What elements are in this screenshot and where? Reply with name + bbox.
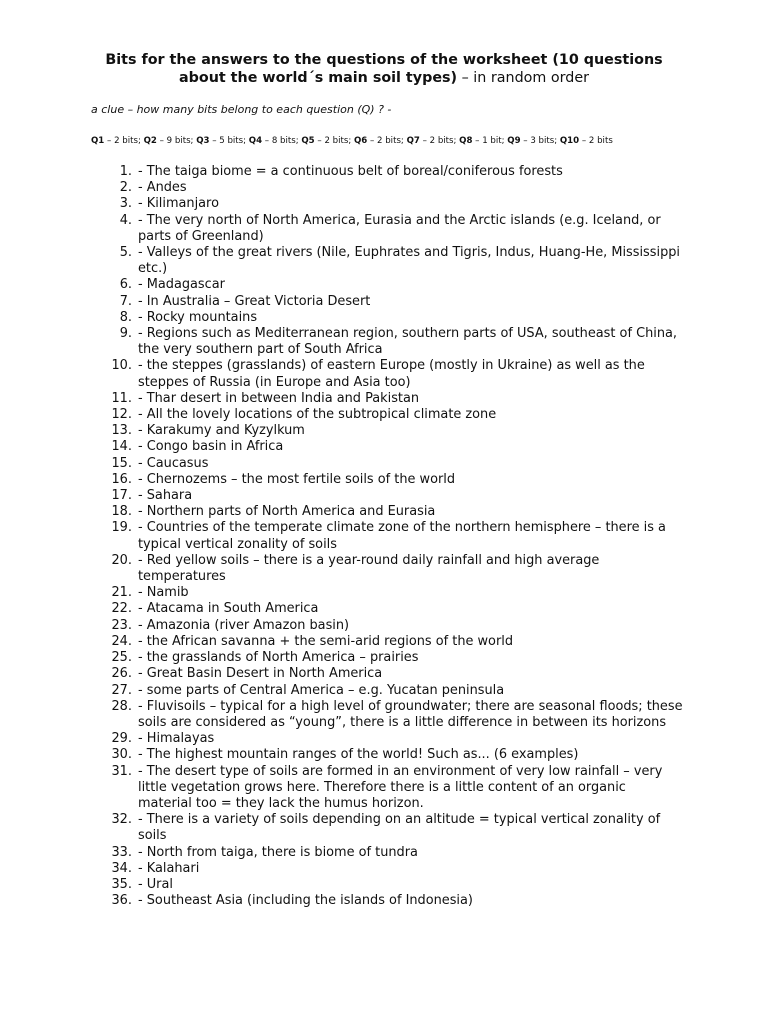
- list-item-number: 24.: [111, 633, 132, 649]
- list-item-number: 10.: [111, 358, 132, 374]
- list-item: [0, 747, 768, 763]
- list-item: [0, 650, 768, 666]
- list-item-text: - some parts of Central America – e.g. Yucatan peninsula: [138, 682, 505, 698]
- list-item: [0, 456, 768, 472]
- list-item-text: - Valleys of the great rivers (Nile, Euphrates and Tigris, Indus, Huang-He, Mississippi etc.): [138, 245, 681, 277]
- list-item-number: 25.: [111, 650, 132, 666]
- question-label: Q6: [353, 136, 368, 146]
- list-item: [0, 180, 768, 196]
- list-item-text: - Namib: [138, 585, 189, 601]
- list-item-text: - Great Basin Desert in North America: [138, 666, 383, 682]
- question-label: Q2: [143, 136, 157, 146]
- list-item-number: 14.: [111, 439, 132, 455]
- list-item-text: - Regions such as Mediterranean region, southern parts of USA, southeast of China, the very southern part of South Africa: [138, 326, 677, 358]
- question-label: Q1: [91, 136, 105, 146]
- list-item-text: - Atacama in South America: [138, 601, 319, 617]
- answer-bits-list: [0, 164, 768, 909]
- question-label: Q5: [301, 136, 315, 146]
- list-item: [0, 391, 768, 407]
- list-item: [0, 439, 768, 455]
- list-item-text: - Himalayas: [138, 731, 215, 747]
- list-item: [0, 504, 768, 520]
- question-bit-count: 8 bits: [271, 136, 296, 146]
- question-label: Q4: [248, 136, 263, 146]
- list-item-number: 28.: [111, 698, 132, 714]
- list-item-text: - the grasslands of North America – prairies: [138, 650, 419, 666]
- list-item: [0, 164, 768, 180]
- list-item: [0, 634, 768, 650]
- list-item-text: - Sahara: [138, 488, 193, 504]
- list-item: [0, 326, 768, 358]
- list-item-text: - Rocky mountains: [138, 309, 258, 325]
- question-bit-count: 3 bits: [530, 136, 555, 146]
- list-item: [0, 294, 768, 310]
- list-item-number: 29.: [111, 731, 132, 747]
- list-item-text: - In Australia – Great Victoria Desert: [138, 293, 371, 309]
- list-item-number: 3.: [119, 196, 132, 212]
- list-item-text: - Chernozems – the most fertile soils of the world: [138, 471, 456, 487]
- list-item: [0, 764, 768, 813]
- list-item: [0, 861, 768, 877]
- list-item-text: - Thar desert in between India and Pakistan: [138, 390, 420, 406]
- list-item-number: 36.: [111, 893, 132, 909]
- list-item-number: 27.: [111, 682, 132, 698]
- question-bit-count: 1 bit: [482, 136, 502, 146]
- list-item-number: 12.: [111, 407, 132, 423]
- list-item-text: - There is a variety of soils depending on an altitude = typical vertical zonality of soils: [138, 812, 661, 844]
- list-item-number: 8.: [119, 309, 132, 325]
- title-normal-text: – in random order: [457, 70, 589, 86]
- list-item-number: 9.: [119, 326, 132, 342]
- question-bits-line: Q1 – 2 bits; Q2 – 9 bits; Q3 – 5 bits; Q4 – 8 bits; Q5 – 2 bits; Q6 – 2 bits; Q7 – 2 bits; Q8 – 1 bit; Q9 – 3 bits; Q10 – 2 bits: [91, 136, 613, 146]
- list-item: [0, 845, 768, 861]
- list-item: [0, 893, 768, 909]
- list-item: [0, 877, 768, 893]
- list-item: [0, 585, 768, 601]
- list-item-number: 21.: [111, 585, 132, 601]
- list-item-number: 19.: [111, 520, 132, 536]
- list-item-number: 31.: [111, 763, 132, 779]
- list-item-number: 16.: [111, 471, 132, 487]
- list-item-text: - Congo basin in Africa: [138, 439, 284, 455]
- list-item: [0, 358, 768, 390]
- list-item: [0, 618, 768, 634]
- list-item-text: - Southeast Asia (including the islands of Indonesia): [138, 893, 473, 909]
- question-bit-count: 2 bits: [324, 136, 349, 146]
- list-item: [0, 699, 768, 731]
- list-item-number: 20.: [111, 552, 132, 568]
- list-item: [0, 812, 768, 844]
- list-item-number: 23.: [111, 617, 132, 633]
- list-item-number: 13.: [111, 423, 132, 439]
- list-item-text: - Countries of the temperate climate zone of the northern hemisphere – there is a typical vertical zonality of soils: [138, 520, 666, 552]
- question-label: Q7: [406, 136, 420, 146]
- list-item-number: 5.: [119, 245, 132, 261]
- question-label: Q8: [459, 136, 473, 146]
- list-item-text: - North from taiga, there is biome of tundra: [138, 844, 418, 860]
- page-title: [80, 51, 688, 87]
- question-bit-count: 2 bits: [429, 136, 454, 146]
- list-item-text: - Kilimanjaro: [138, 196, 219, 212]
- list-item-text: - Northern parts of North America and Eurasia: [138, 504, 436, 520]
- list-item-number: 30.: [111, 747, 132, 763]
- list-item-text: - The taiga biome = a continuous belt of boreal/coniferous forests: [138, 164, 563, 179]
- question-bit-count: 2 bits: [114, 136, 138, 146]
- list-item-text: - Red yellow soils – there is a year-round daily rainfall and high average temperatures: [138, 552, 600, 585]
- list-item-number: 6.: [119, 277, 132, 293]
- list-item-text: - the steppes (grasslands) of eastern Europe (mostly in Ukraine) as well as the steppes of Russia (in Europe and Asia too): [138, 358, 645, 390]
- list-item-text: - The desert type of soils are formed in an environment of very low rainfall – very little vegetation grows here. Therefore there is a little content of an organic material too = they lack the humus horizon.: [138, 763, 663, 811]
- question-bit-count: 2 bits: [377, 136, 401, 146]
- title-bold-text: Bits for the answers to the questions of the worksheet (10 questions about the world´s main soil types): [105, 52, 663, 86]
- list-item-text: - Fluvisoils – typical for a high level of groundwater; there are seasonal floods; these soils are considered as “young”, there is a little difference in between its horizons: [138, 698, 683, 730]
- list-item: [0, 601, 768, 617]
- clue-text: a clue – how many bits belong to each question (Q) ? -: [91, 103, 392, 116]
- list-item-text: - Kalahari: [138, 860, 200, 876]
- list-item: [0, 666, 768, 682]
- question-bit-count: 9 bits: [166, 136, 191, 146]
- list-item: [0, 423, 768, 439]
- list-item: [0, 277, 768, 293]
- list-item-number: 11.: [111, 390, 132, 406]
- list-item-number: 1.: [119, 164, 132, 179]
- list-item-number: 22.: [111, 601, 132, 617]
- list-item: [0, 553, 768, 585]
- list-item-text: - Caucasus: [138, 455, 209, 471]
- list-item-number: 7.: [119, 293, 132, 309]
- list-item-text: - Karakumy and Kyzylkum: [138, 423, 305, 439]
- list-item-number: 35.: [111, 876, 132, 892]
- list-item-text: - Madagascar: [138, 277, 225, 293]
- list-item-number: 15.: [111, 455, 132, 471]
- list-item: [0, 520, 768, 552]
- list-item: [0, 245, 768, 277]
- question-label: Q3: [196, 136, 210, 146]
- list-item: [0, 310, 768, 326]
- question-label: Q9: [507, 136, 521, 146]
- list-item: [0, 683, 768, 699]
- list-item-number: 4.: [119, 212, 132, 228]
- list-item-number: 32.: [111, 812, 132, 828]
- question-bit-count: 5 bits: [219, 136, 244, 146]
- list-item-text: - Ural: [138, 876, 173, 892]
- list-item: [0, 213, 768, 245]
- list-item-text: - The very north of North America, Eurasia and the Arctic islands (e.g. Iceland, or parts of Greenland): [138, 212, 661, 244]
- list-item-number: 2.: [119, 180, 132, 196]
- list-item: [0, 731, 768, 747]
- list-item-number: 34.: [111, 860, 132, 876]
- question-label: Q10: [559, 136, 580, 146]
- list-item: [0, 488, 768, 504]
- list-item-number: 18.: [111, 504, 132, 520]
- list-item-text: - Amazonia (river Amazon basin): [138, 617, 350, 633]
- list-item-text: - Andes: [138, 180, 187, 196]
- list-item-number: 17.: [111, 488, 132, 504]
- list-item-text: - All the lovely locations of the subtropical climate zone: [138, 407, 497, 423]
- list-item: [0, 472, 768, 488]
- list-item-number: 33.: [111, 844, 132, 860]
- list-item-text: - the African savanna + the semi-arid regions of the world: [138, 633, 514, 649]
- question-bit-count: 2 bits: [588, 136, 613, 146]
- list-item: [0, 407, 768, 423]
- list-item: [0, 196, 768, 212]
- list-item-text: - The highest mountain ranges of the world! Such as... (6 examples): [138, 747, 579, 763]
- list-item-number: 26.: [111, 666, 132, 682]
